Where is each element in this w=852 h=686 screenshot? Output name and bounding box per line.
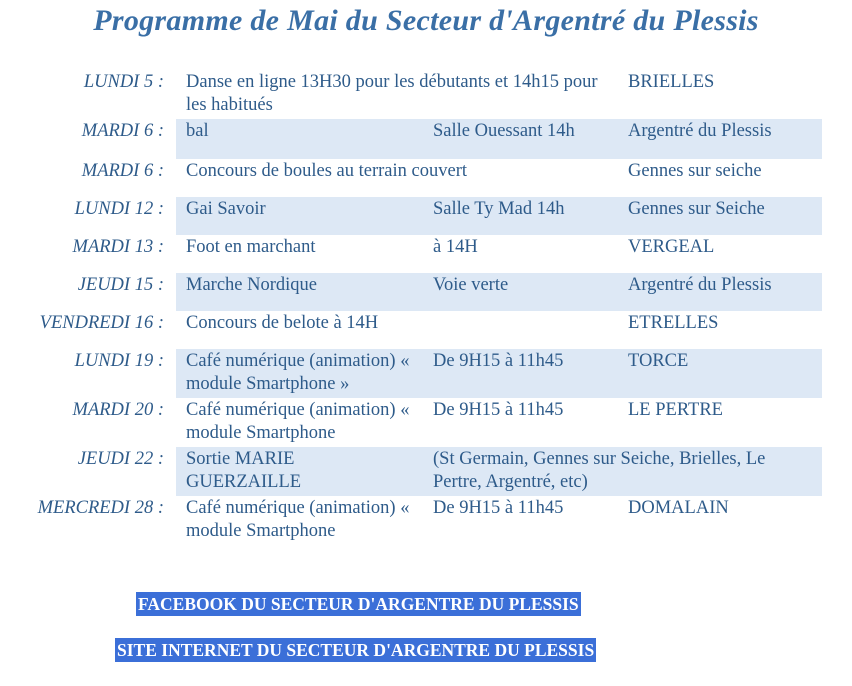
row-day: LUNDI 19 :: [74, 351, 164, 371]
row-day: MERCREDI 28 :: [37, 498, 164, 518]
row-day: MARDI 20 :: [72, 400, 164, 420]
row-place: TORCE: [628, 351, 689, 371]
row-place: DOMALAIN: [628, 498, 729, 518]
row-detail: (St Germain, Gennes sur Seiche, Brielles, Le Pertre, Argentré, etc): [433, 449, 766, 492]
row-day: LUNDI 12 :: [74, 199, 164, 219]
schedule-row: [0, 447, 852, 496]
row-place: BRIELLES: [628, 72, 715, 92]
row-place: ETRELLES: [628, 313, 719, 333]
page-title: Programme de Mai du Secteur d'Argentré du Plessis: [93, 4, 759, 37]
row-detail: Salle Ouessant 14h: [433, 121, 575, 141]
schedule-row: [0, 273, 852, 311]
row-day: JEUDI 15 :: [77, 275, 164, 295]
row-place: Argentré du Plessis: [628, 275, 772, 295]
row-activity: Café numérique (animation) « module Smartphone: [186, 498, 410, 541]
row-day: VENDREDI 16 :: [39, 313, 164, 333]
row-activity: Marche Nordique: [186, 275, 317, 295]
row-activity: Café numérique (animation) « module Smartphone »: [186, 351, 410, 394]
row-detail: [433, 312, 628, 335]
schedule-row: [0, 311, 852, 349]
row-activity: Danse en ligne 13H30 pour les débutants et 14h15 pour les habitués: [186, 72, 598, 115]
row-place: Argentré du Plessis: [628, 121, 772, 141]
row-activity: Gai Savoir: [186, 199, 266, 219]
schedule-row: [0, 197, 852, 235]
row-activity: Foot en marchant: [186, 237, 316, 257]
schedule-row: [0, 235, 852, 273]
row-place: LE PERTRE: [628, 400, 723, 420]
row-detail: De 9H15 à 11h45: [433, 351, 564, 371]
row-day: LUNDI 5 :: [83, 72, 164, 92]
row-day: JEUDI 22 :: [77, 449, 164, 469]
schedule-row: [0, 70, 852, 119]
row-activity: Sortie MARIE GUERZAILLE: [186, 449, 302, 492]
row-detail: De 9H15 à 11h45: [433, 498, 564, 518]
row-place: Gennes sur Seiche: [628, 199, 765, 219]
schedule-row: [0, 349, 852, 398]
row-activity: Café numérique (animation) « module Smartphone: [186, 400, 410, 443]
row-day: MARDI 6 :: [81, 121, 164, 141]
row-activity: Concours de boules au terrain couvert: [186, 161, 468, 181]
row-place: VERGEAL: [628, 237, 715, 257]
facebook-link[interactable]: FACEBOOK DU SECTEUR D'ARGENTRE DU PLESSIS: [138, 594, 579, 614]
schedule-row: [0, 119, 852, 159]
row-detail: De 9H15 à 11h45: [433, 400, 564, 420]
row-detail: Salle Ty Mad 14h: [433, 199, 565, 219]
row-day: MARDI 6 :: [81, 161, 164, 181]
row-place: Gennes sur seiche: [628, 161, 762, 181]
row-detail: Voie verte: [433, 275, 509, 295]
row-activity: Concours de belote à 14H: [186, 313, 379, 333]
row-activity: bal: [186, 121, 209, 141]
website-link[interactable]: SITE INTERNET DU SECTEUR D'ARGENTRE DU PLESSIS: [117, 640, 595, 660]
schedule-row: [0, 398, 852, 447]
row-day: MARDI 13 :: [72, 237, 164, 257]
schedule-table: [0, 70, 852, 545]
schedule-row: [0, 159, 852, 197]
schedule-row: [0, 496, 852, 545]
row-detail: à 14H: [433, 237, 478, 257]
